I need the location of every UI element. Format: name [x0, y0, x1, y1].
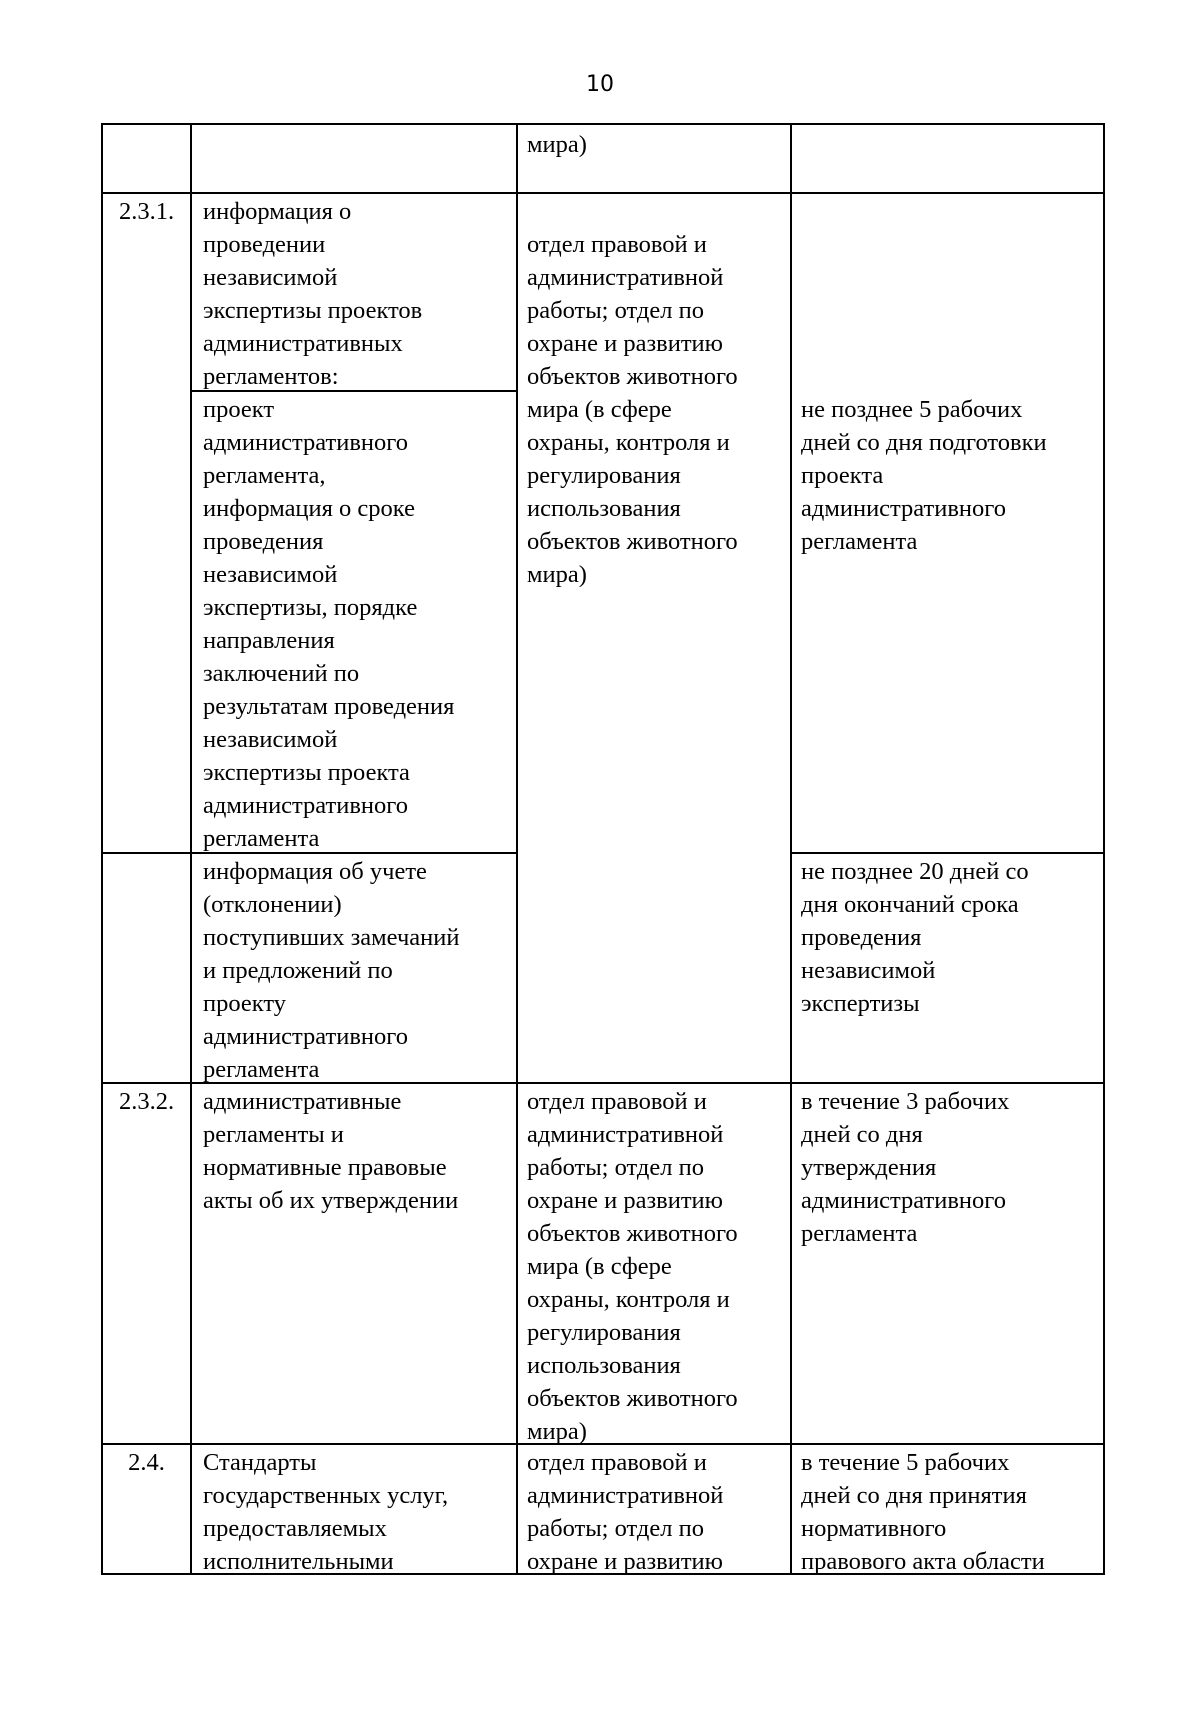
- table-border-left: [101, 123, 103, 1575]
- table-border-right: [1103, 123, 1105, 1575]
- column-divider: [190, 123, 192, 1575]
- table-cell-term-232: в течение 3 рабочих дней со дня утверждения административного регламента: [801, 1088, 1010, 1247]
- table-cell-num-232: 2.3.2.: [118, 1088, 175, 1115]
- table-cell-num-231: 2.3.1.: [118, 198, 175, 225]
- table-cell-item-231a: информация о проведении независимой экспертизы проектов административных регламентов:: [203, 198, 423, 390]
- table-cell-term-231b: не позднее 5 рабочих дней со дня подготовки проекта административного регламента: [801, 396, 1047, 555]
- row-divider: [790, 852, 1105, 854]
- row-divider: [101, 192, 1105, 194]
- table-border-top: [101, 123, 1105, 125]
- table-cell-item-231b: проект административного регламента, информация о сроке проведения независимой экспертизы, порядке направления заключений по результатам проведения независимой экспертизы проекта административного регламента: [203, 396, 455, 852]
- table-cell-item-232: административные регламенты и нормативные правовые акты об их утверждении: [203, 1088, 459, 1214]
- table-cell-term-231c: не позднее 20 дней со дня окончаний срока проведения независимой экспертизы: [801, 858, 1029, 1017]
- table-cell-num-24: 2.4.: [128, 1449, 165, 1476]
- table-cell-dept-24: отдел правовой и административной работы; отдел по охране и развитию: [527, 1449, 724, 1575]
- table-cell-dept-232: отдел правовой и административной работы; отдел по охране и развитию объектов животного мира (в сфере охраны, контроля и регулирования использования объектов животного мира): [527, 1088, 738, 1445]
- column-divider: [790, 123, 792, 1575]
- column-divider: [516, 123, 518, 1575]
- table-cell-dept-cont: мира): [527, 131, 587, 158]
- table-cell-item-231c: информация об учете (отклонении) поступивших замечаний и предложений по проекту административного регламента: [203, 858, 460, 1083]
- table-cell-dept-231: отдел правовой и административной работы; отдел по охране и развитию объектов животного мира (в сфере охраны, контроля и регулирования использования объектов животного мира): [527, 231, 738, 588]
- table-cell-item-24: Стандарты государственных услуг, предоставляемых исполнительными: [203, 1449, 449, 1575]
- table-cell-term-24: в течение 5 рабочих дней со дня принятия нормативного правового акта области: [801, 1449, 1045, 1575]
- page-number: 10: [586, 72, 614, 97]
